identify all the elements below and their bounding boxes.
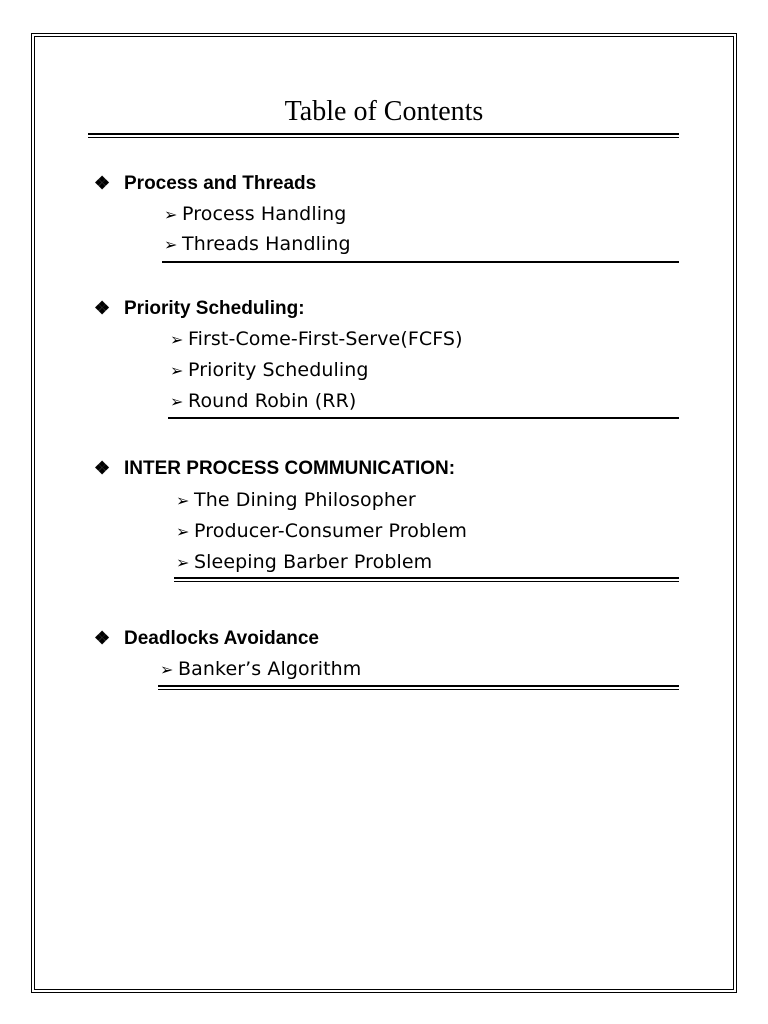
list-item-label: First-Come-First-Serve(FCFS)	[188, 328, 463, 350]
list-item	[170, 327, 463, 352]
list-item-label: Banker’s Algorithm	[178, 658, 362, 680]
arrowhead-bullet-icon: ➢	[176, 553, 190, 572]
list-item	[170, 358, 369, 383]
list-item-label: Round Robin (RR)	[188, 390, 357, 412]
list-item-label: Priority Scheduling	[188, 359, 369, 381]
diamond-bullet-icon: ❖	[94, 628, 111, 648]
arrowhead-bullet-icon: ➢	[170, 392, 184, 411]
list-item	[160, 657, 361, 682]
diamond-bullet-icon: ❖	[94, 173, 111, 193]
list-item	[164, 232, 351, 257]
list-item	[176, 550, 432, 575]
section-heading-priority-scheduling	[94, 296, 305, 321]
arrowhead-bullet-icon: ➢	[170, 361, 184, 380]
arrowhead-bullet-icon: ➢	[176, 491, 190, 510]
list-item	[170, 389, 356, 414]
section-divider	[158, 685, 679, 690]
section-heading-deadlocks	[94, 626, 319, 651]
section-divider	[168, 417, 679, 419]
section-heading-ipc	[94, 456, 455, 481]
section-heading-label: Process and Threads	[124, 173, 317, 194]
page-title: Table of Contents	[284, 96, 484, 127]
section-heading-label: Priority Scheduling:	[124, 298, 305, 319]
section-heading-process-threads	[94, 171, 316, 196]
list-item	[176, 488, 416, 513]
list-item-label: Process Handling	[182, 203, 347, 225]
diamond-bullet-icon: ❖	[94, 458, 111, 478]
arrowhead-bullet-icon: ➢	[160, 660, 174, 679]
diamond-bullet-icon: ❖	[94, 298, 111, 318]
list-item-label: The Dining Philosopher	[194, 489, 416, 511]
list-item-label: Sleeping Barber Problem	[194, 551, 433, 573]
list-item-label: Producer-Consumer Problem	[194, 520, 467, 542]
arrowhead-bullet-icon: ➢	[164, 235, 178, 254]
list-item	[176, 519, 467, 544]
arrowhead-bullet-icon: ➢	[176, 522, 190, 541]
list-item-label: Threads Handling	[182, 233, 351, 255]
arrowhead-bullet-icon: ➢	[170, 330, 184, 349]
title-underline	[88, 133, 679, 138]
section-divider	[162, 261, 679, 263]
section-heading-label: INTER PROCESS COMMUNICATION:	[124, 458, 456, 479]
arrowhead-bullet-icon: ➢	[164, 205, 178, 224]
section-divider	[174, 577, 679, 582]
list-item	[164, 202, 346, 227]
section-heading-label: Deadlocks Avoidance	[124, 628, 320, 649]
